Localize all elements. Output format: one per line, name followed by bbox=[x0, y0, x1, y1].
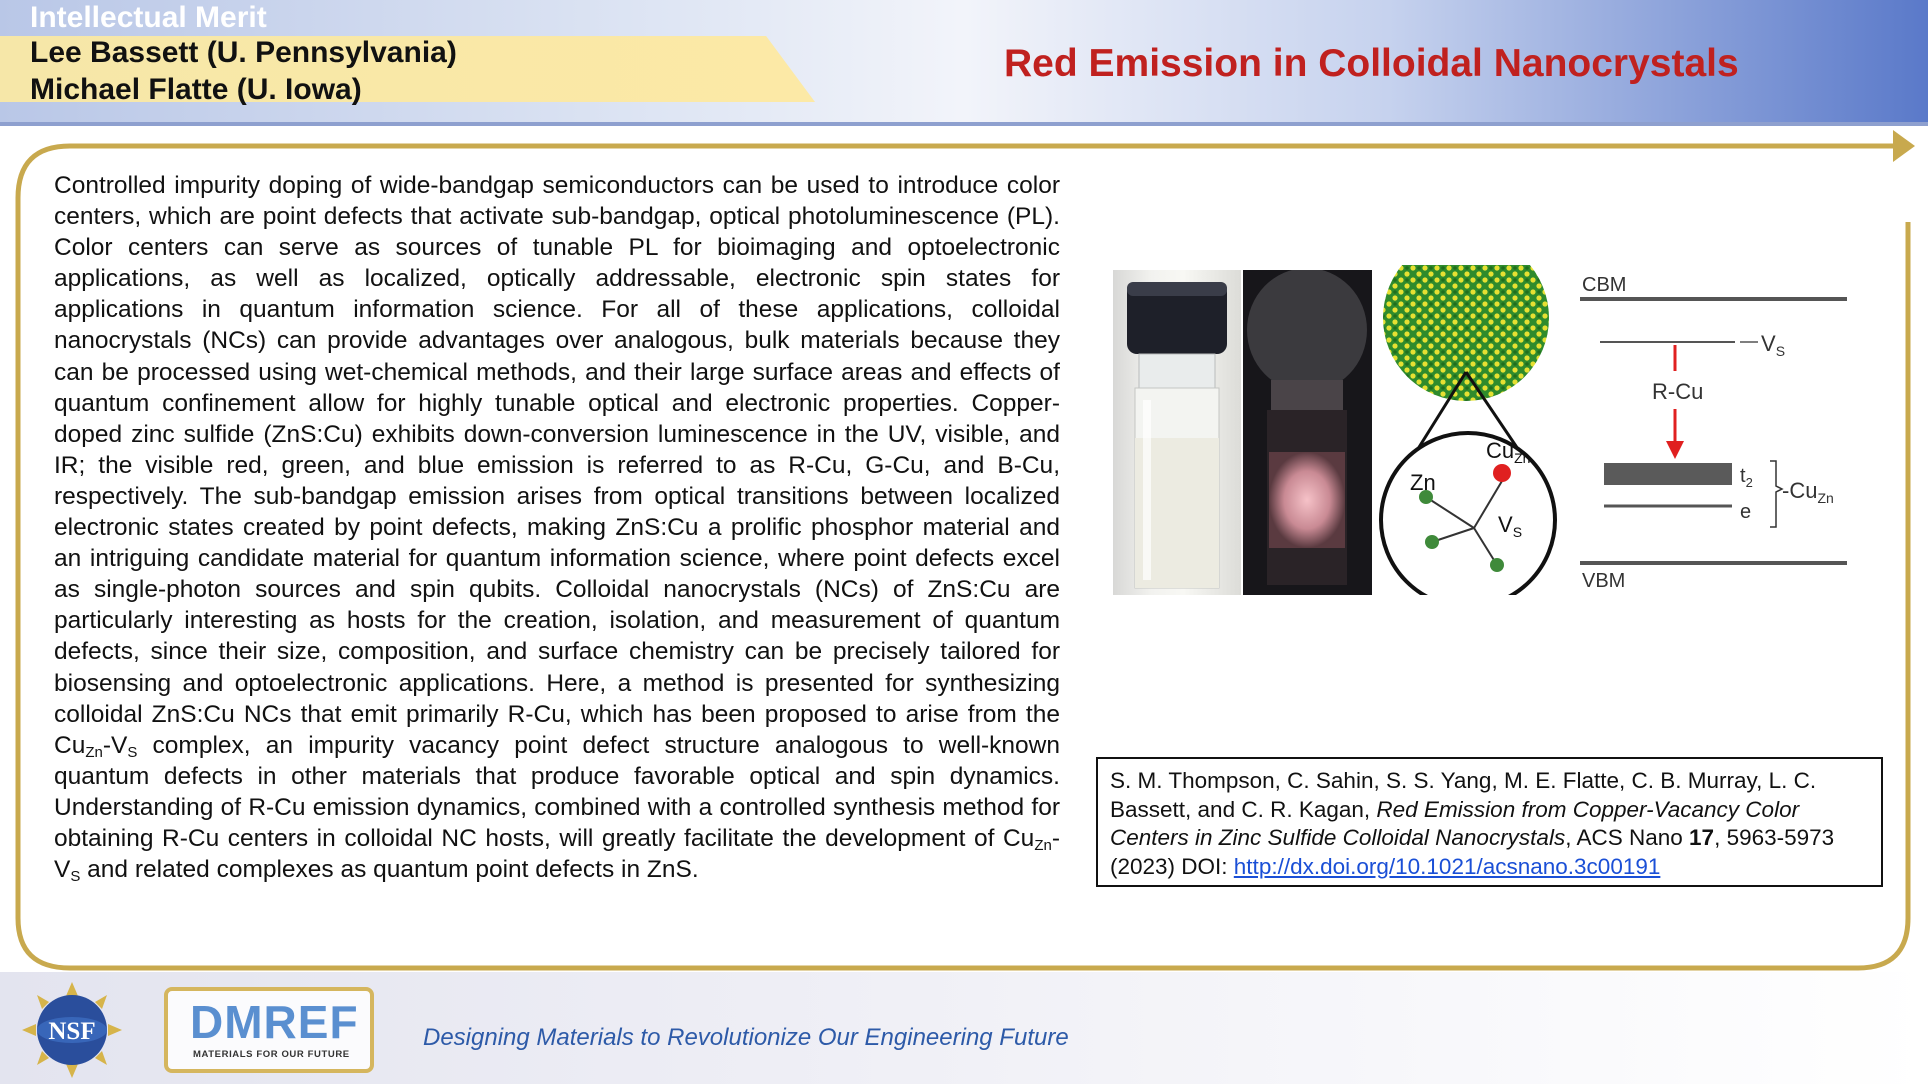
citation-volume: 17 bbox=[1689, 825, 1715, 850]
dmref-logo bbox=[164, 987, 374, 1073]
cbm-line bbox=[1580, 297, 1847, 301]
header-rule bbox=[0, 122, 1928, 126]
author-2: Michael Flatte (U. Iowa) bbox=[30, 73, 362, 106]
body-sub-3: Zn bbox=[1034, 836, 1052, 854]
footer-tagline: Designing Materials to Revolutionize Our Engineering Future bbox=[423, 1024, 1069, 1051]
vs-level-label bbox=[1761, 331, 1785, 359]
vs-level-sub: S bbox=[1775, 343, 1786, 359]
nsf-logo bbox=[22, 982, 122, 1078]
slide-title: Red Emission in Colloidal Nanocrystals bbox=[1004, 42, 1739, 85]
cuzn-label bbox=[1486, 438, 1530, 466]
body-paragraph bbox=[54, 170, 1060, 885]
author-1: Lee Bassett (U. Pennsylvania) bbox=[30, 36, 457, 69]
cuzn-level-label bbox=[1782, 478, 1834, 506]
body-sub-1: Zn bbox=[85, 743, 103, 761]
cuzn-level-sub: Zn bbox=[1817, 490, 1834, 506]
vbm-label: VBM bbox=[1582, 570, 1626, 592]
body-text-1: Controlled impurity doping of wide-bandgap semiconductors can be used to introduce color centers, which are point defects that activate sub-bandgap, optical photoluminescence (PL). Color centers can serve as sources of tunable PL for bioimaging and optoelectronic applications, as well as localized, optically addressable, electronic spin states for applications in quantum information science. For all of these applications, colloidal nanocrystals (NCs) can provide advantages over analogous, bulk materials because they can be processed using wet-chemical methods, and their large surface areas and effects of quantum confinement allow for highly tunable optical and electronic properties. Copper-doped zinc sulfide (ZnS:Cu) exhibits down-conversion luminescence in the UV, visible, and IR; the visible red, green, and blue emission is referred to as R-Cu, G-Cu, and B-Cu, respectively. The sub-bandgap emission arises from optical transitions between localized electronic states created by point defects, making ZnS:Cu a prolific phosphor material and an intriguing candidate material for quantum information science, where point defects excel as single-photon sources and spin qubits. Colloidal nanocrystals (NCs) of ZnS:Cu are particularly interesting as hosts for the creation, isolation, and measurement of quantum defects, since their size, composition, and surface chemistry can be precisely tailored for biosensing and optoelectronic applications. Here, a method is presented for synthesizing colloidal ZnS:Cu NCs that emit primarily R-Cu, which has been proposed to arise from the Cu bbox=[54, 172, 1060, 759]
figure-diagram bbox=[1110, 265, 1851, 595]
t2-level bbox=[1604, 463, 1732, 485]
citation-pages: , 5963-5973 (2023) DOI: bbox=[1110, 825, 1835, 879]
zn-atom bbox=[1490, 558, 1504, 572]
citation-title: Red Emission from Copper-Vacancy Color Centers in Zinc Sulfide Colloidal Nanocrystals bbox=[1110, 796, 1800, 850]
zn-atom bbox=[1425, 535, 1439, 549]
dmref-word: DMREF bbox=[190, 996, 359, 1048]
dmref-subtitle: MATERIALS FOR OUR FUTURE bbox=[193, 1049, 350, 1060]
cbm-label: CBM bbox=[1582, 274, 1627, 296]
t2-label bbox=[1740, 465, 1753, 490]
vs-sub: S bbox=[1512, 524, 1523, 540]
citation-box bbox=[1096, 757, 1883, 887]
body-text-5: and related complexes as quantum point defects in ZnS. bbox=[80, 856, 699, 884]
body-text-4: -V bbox=[54, 824, 1060, 884]
t2-main: t bbox=[1740, 465, 1746, 487]
e-label: e bbox=[1740, 501, 1752, 523]
t2-sub: 2 bbox=[1745, 475, 1753, 490]
body-sub-4: S bbox=[70, 868, 81, 886]
body-text-2: -V bbox=[102, 731, 128, 759]
citation-authors: S. M. Thompson, C. Sahin, S. S. Yang, M. E. Flatte, C. B. Murray, L. C. Bassett, and C. R. Kagan, bbox=[1110, 768, 1817, 822]
transition-label: R-Cu bbox=[1652, 379, 1704, 404]
cuzn-level-main: -Cu bbox=[1782, 478, 1818, 503]
body-text-3: complex, an impurity vacancy point defect structure analogous to well-known quantum defects in other materials that produce favorable optical and spin dynamics. Understanding of R-Cu emission dynamics, combined with a controlled synthesis method for obtaining R-Cu centers in colloidal NC hosts, will greatly facilitate the development of Cu bbox=[54, 731, 1060, 852]
body-sub-2: S bbox=[127, 743, 138, 761]
section-label: Intellectual Merit bbox=[30, 1, 267, 34]
zn-label: Zn bbox=[1410, 470, 1436, 495]
cu-atom bbox=[1493, 464, 1511, 482]
doi-link[interactable]: http://dx.doi.org/10.1021/acsnano.3c00191 bbox=[1233, 853, 1661, 879]
nsf-text: NSF bbox=[48, 1018, 96, 1045]
cuzn-sub: Zn bbox=[1514, 450, 1531, 466]
citation-journal: , ACS Nano bbox=[1565, 825, 1690, 850]
cuzn-main: Cu bbox=[1486, 438, 1515, 463]
nanocrystal-sphere bbox=[1383, 265, 1549, 401]
vs-level-main: V bbox=[1761, 331, 1776, 356]
citation-text bbox=[1110, 767, 1875, 881]
vbm-line bbox=[1580, 561, 1847, 565]
vs-main: V bbox=[1498, 512, 1513, 537]
figure bbox=[1110, 265, 1851, 595]
